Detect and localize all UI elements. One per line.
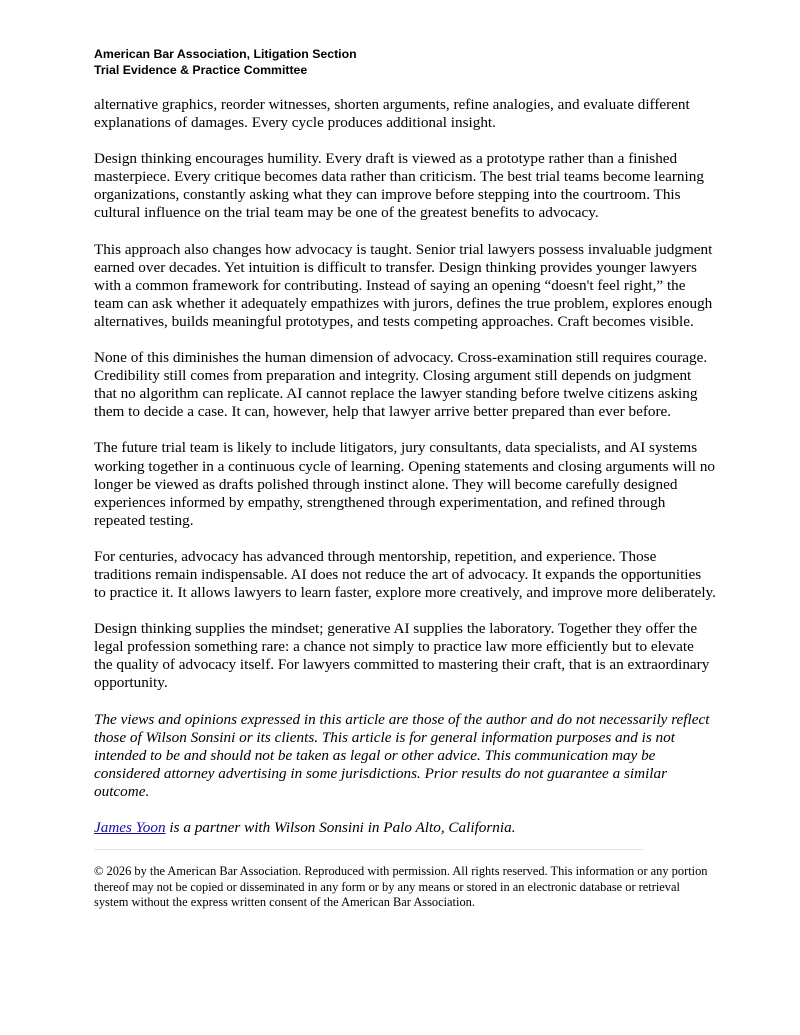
footer-divider (94, 849, 644, 850)
article-paragraph: The future trial team is likely to include litigators, jury consultants, data specialists, and AI systems working together in a continuous cycle of learning. Opening statements and closing arguments will no longer be viewed as drafts polished through instinct alone. They will become carefully designed experiences informed by empathy, strengthened through experimentation, and refined through repeated testing. (94, 439, 716, 529)
author-bio (94, 819, 716, 837)
article-paragraph: Design thinking encourages humility. Every draft is viewed as a prototype rather than a finished masterpiece. Every critique becomes data rather than criticism. The best trial teams become learning organizations, constantly asking what they can improve before stepping into the courtroom. This cultural influence on the trial team may be one of the greatest benefits to advocacy. (94, 150, 704, 222)
header-committee: Trial Evidence & Practice Committee (94, 63, 308, 77)
article-paragraph: For centuries, advocacy has advanced through mentorship, repetition, and experience. Those traditions remain indispensable. AI does not reduce the art of advocacy. It expands the opportunities to practice it. It allows lawyers to learn faster, explore more creatively, and improve more deliberately. (94, 547, 716, 602)
article-paragraph: This approach also changes how advocacy is taught. Senior trial lawyers possess invaluable judgment earned over decades. Yet intuition is difficult to transfer. Design thinking provides younger lawyers with a common framework for contributing. Instead of saying an opening “doesn't feel right,” the team can ask whether it adequately empathizes with jurors, defines the true problem, explores enough alternatives, builds meaningful prototypes, and tests competing approaches. Craft becomes visible. (94, 240, 713, 330)
author-name-link[interactable]: James Yoon (94, 819, 166, 836)
article-paragraph: Design thinking supplies the mindset; generative AI supplies the laboratory. Together they offer the legal profession something rare: a chance not simply to practice law more efficiently but to elevate the quality of advocacy itself. For lawyers committed to mastering their craft, that is an extraordinary opportunity. (94, 620, 710, 692)
copyright-notice: © 2026 by the American Bar Association. Reproduced with permission. All rights reserved. This information or any portion thereof may not be copied or disseminated in any form or by any means or stored in an electronic database or retrieval system without the express written consent of the American Bar Association. (94, 864, 708, 910)
document-page (94, 46, 716, 911)
header-organization: American Bar Association, Litigation Section (94, 47, 357, 61)
article-paragraph: alternative graphics, reorder witnesses, shorten arguments, refine analogies, and evaluate different explanations of damages. Every cycle produces additional insight. (94, 96, 690, 132)
article-body (94, 96, 716, 837)
page-header (94, 46, 716, 78)
article-paragraph: None of this diminishes the human dimension of advocacy. Cross-examination still requires courage. Credibility still comes from preparation and integrity. Closing argument still depends on judgment that no algorithm can replicate. AI cannot replace the lawyer standing before twelve citizens asking them to decide a case. It can, however, help that lawyer arrive better prepared than ever before. (94, 349, 708, 421)
author-bio-text: is a partner with Wilson Sonsini in Palo Alto, California. (165, 819, 516, 836)
disclaimer: The views and opinions expressed in this article are those of the author and do not necessarily reflect those of Wilson Sonsini or its clients. This article is for general information purposes and is not intended to be and should not be taken as legal or other advice. This communication may be considered attorney advertising in some jurisdictions. Prior results do not guarantee a similar outcome. (94, 710, 710, 800)
